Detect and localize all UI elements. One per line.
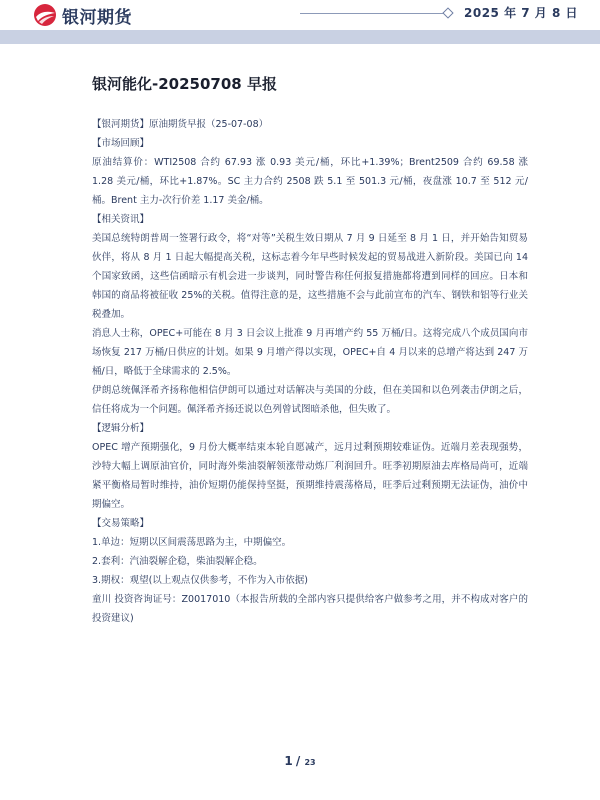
header-band (0, 30, 600, 44)
report-date: 2025 年 7 月 8 日 (464, 6, 578, 20)
strategy-item-options: 3.期权：观望(以上观点仅供参考，不作为入市依据) (92, 575, 308, 586)
section-heading-market-review: 【市场回顾】 (92, 138, 150, 149)
page-number (0, 754, 600, 768)
page-header (0, 0, 600, 44)
section-heading-news: 【相关资讯】 (92, 214, 150, 225)
page-current: 1 (284, 754, 293, 768)
news-paragraph-tariffs: 美国总统特朗普周一签署行政令，将“对等”关税生效日期从 7 月 9 日延至 8 月 1 日，并开始告知贸易伙伴，将从 8 月 1 日起大幅提高关税，这标志着今年早些时候发起的贸易战进入新阶段。美国已向 14 个国家致函，这些信函暗示有机会进一步谈判，同时警告称任何报复措施都将遭到同样的回应。日本和韩国的商品将被征收 25%的关税。值得注意的是，这些措施不会与此前宣布的汽车、钢铁和铝等行业关税叠加。 (92, 233, 528, 320)
market-review-paragraph: 原油结算价：WTI2508 合约 67.93 涨 0.93 美元/桶，环比+1.39%；Brent2509 合约 69.58 涨 1.28 美元/桶，环比+1.87%。SC 主力合约 2508 跌 5.1 至 501.3 元/桶，夜盘涨 10.7 至 512 元/桶。Brent 主力-次行价差 1.17 美金/桶。 (92, 157, 528, 206)
date-divider-line (300, 13, 450, 14)
analyst-disclaimer: 童川 投资咨询证号：Z0017010（本报告所载的全部内容只提供给客户做参考之用，并不构成对客户的投资建议) (92, 594, 528, 624)
report-body (92, 115, 528, 628)
analysis-paragraph: OPEC 增产预期强化，9 月份大概率结束本轮自愿减产，远月过剩预期较难证伪。近端月差表现强势，沙特大幅上调原油官价，同时海外柴油裂解领涨带动炼厂利润回升。旺季初期原油去库格局尚可，近端紧平衡格局暂时维持，油价短期仍能保持坚挺，预期维持震荡格局，旺季后过剩预期无法证伪，油价中期偏空。 (92, 442, 528, 510)
report-source-line: 【银河期货】原油期货早报（25-07-08） (92, 119, 269, 130)
news-paragraph-opec: 消息人士称，OPEC+可能在 8 月 3 日会议上批准 9 月再增产约 55 万桶/日。这将完成八个成员国向市场恢复 217 万桶/日供应的计划。如果 9 月增产得以实现，OPEC+自 4 月以来的总增产将达到 247 万桶/日，略低于全球需求的 2.5%。 (92, 328, 528, 377)
section-heading-strategy: 【交易策略】 (92, 518, 150, 529)
diamond-icon (442, 7, 453, 18)
section-heading-analysis: 【逻辑分析】 (92, 423, 150, 434)
brand-name: 银河期货 (62, 7, 132, 28)
brand-logo (33, 2, 132, 28)
strategy-item-arbitrage: 2.套利：汽油裂解企稳，柴油裂解企稳。 (92, 556, 263, 567)
news-paragraph-iran: 伊朗总统佩泽希齐扬称他相信伊朗可以通过对话解决与美国的分歧，但在美国和以色列袭击伊朗之后，信任将成为一个问题。佩泽希齐扬还说以色列曾试图暗杀他，但失败了。 (92, 385, 528, 415)
strategy-item-single: 1.单边：短期以区间震荡思路为主，中期偏空。 (92, 537, 292, 548)
galaxy-logo-icon (33, 3, 57, 27)
page-title: 银河能化-20250708 早报 (92, 75, 277, 93)
page-total: 23 (304, 758, 316, 767)
page-separator: / (295, 754, 305, 768)
